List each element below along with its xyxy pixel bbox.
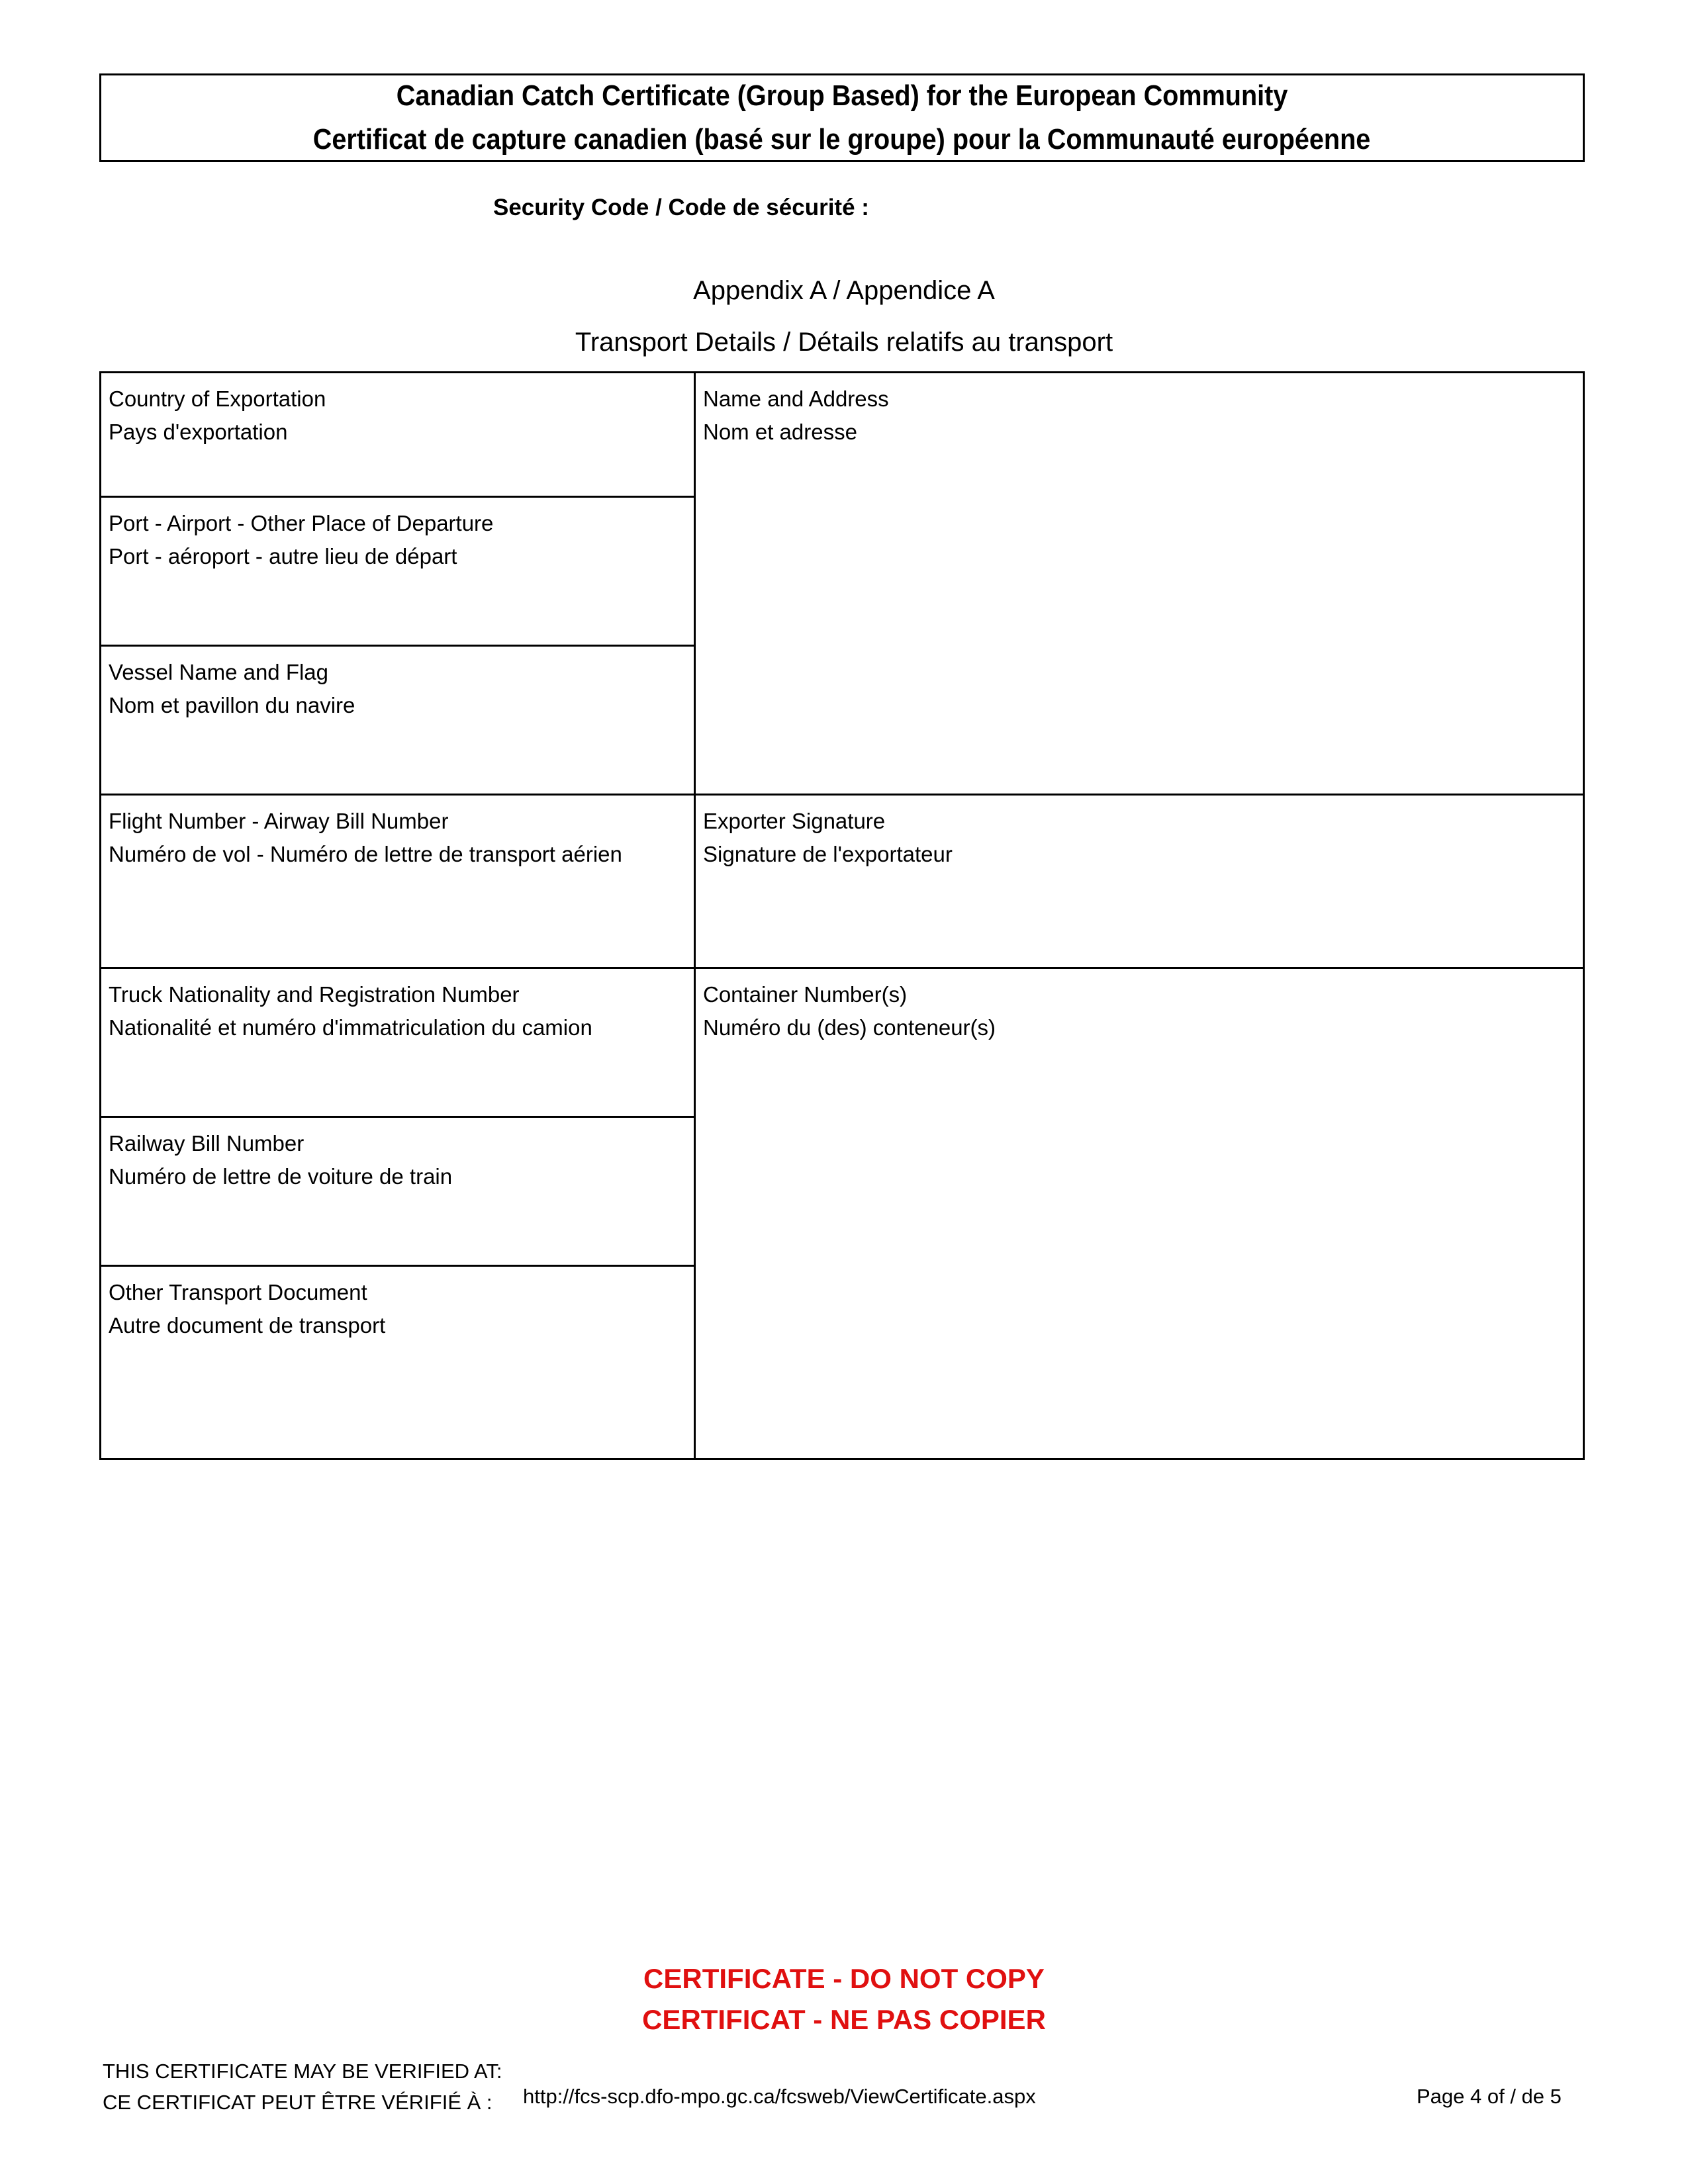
other-transport-document-field[interactable]	[101, 1267, 694, 1458]
country-of-exportation-label-fr: Pays d'exportation	[109, 420, 288, 444]
title-english: Canadian Catch Certificate (Group Based) for the European Community	[396, 79, 1288, 112]
page-number: Page 4 of / de 5	[1417, 2085, 1562, 2108]
port-of-departure-label-fr: Port - aéroport - autre lieu de départ	[109, 544, 457, 569]
container-numbers-label-fr: Numéro du (des) conteneur(s)	[703, 1015, 996, 1040]
railway-bill-field[interactable]	[101, 1118, 694, 1265]
truck-registration-label-fr: Nationalité et numéro d'immatriculation du camion	[109, 1015, 592, 1040]
country-of-exportation-label-en: Country of Exportation	[109, 387, 326, 411]
do-not-copy-notice-en: CERTIFICATE - DO NOT COPY	[643, 1963, 1045, 1994]
title-french: Certificat de capture canadien (basé sur le groupe) pour la Communauté européenne	[313, 123, 1371, 156]
flight-number-field[interactable]	[101, 796, 694, 967]
transport-details-table	[99, 371, 1585, 1460]
security-code-label: Security Code / Code de sécurité :	[493, 195, 869, 220]
flight-number-label-en: Flight Number - Airway Bill Number	[109, 809, 449, 833]
port-of-departure-field[interactable]	[101, 498, 694, 645]
container-numbers-field[interactable]	[696, 969, 1583, 1458]
name-address-field[interactable]	[696, 373, 1583, 794]
verify-notice-en: THIS CERTIFICATE MAY BE VERIFIED AT:	[103, 2060, 502, 2083]
vessel-name-flag-label-fr: Nom et pavillon du navire	[109, 693, 355, 717]
name-address-label-en: Name and Address	[703, 387, 889, 411]
country-of-exportation-field[interactable]	[101, 373, 694, 496]
railway-bill-label-en: Railway Bill Number	[109, 1131, 305, 1156]
vessel-name-flag-label-en: Vessel Name and Flag	[109, 660, 329, 684]
exporter-signature-field[interactable]	[696, 796, 1583, 967]
do-not-copy-notice-fr: CERTIFICAT - NE PAS COPIER	[642, 2004, 1046, 2035]
verification-url-link[interactable]: http://fcs-scp.dfo-mpo.gc.ca/fcsweb/ViewCertificate.aspx	[523, 2085, 1036, 2108]
flight-number-label-fr: Numéro de vol - Numéro de lettre de transport aérien	[109, 842, 622, 866]
appendix-subtitle: Transport Details / Détails relatifs au transport	[575, 328, 1113, 357]
truck-registration-label-en: Truck Nationality and Registration Number	[109, 982, 520, 1007]
exporter-signature-label-en: Exporter Signature	[703, 809, 886, 833]
port-of-departure-label-en: Port - Airport - Other Place of Departure	[109, 511, 494, 535]
vessel-name-flag-field[interactable]	[101, 647, 694, 794]
railway-bill-label-fr: Numéro de lettre de voiture de train	[109, 1164, 453, 1189]
appendix-title: Appendix A / Appendice A	[693, 276, 995, 305]
container-numbers-label-en: Container Number(s)	[703, 982, 908, 1007]
other-transport-document-label-en: Other Transport Document	[109, 1280, 367, 1304]
truck-registration-field[interactable]	[101, 969, 694, 1116]
other-transport-document-label-fr: Autre document de transport	[109, 1313, 386, 1338]
certificate-title-box	[99, 73, 1585, 162]
exporter-signature-label-fr: Signature de l'exportateur	[703, 842, 953, 866]
verify-notice-fr: CE CERTIFICAT PEUT ÊTRE VÉRIFIÉ À :	[103, 2091, 492, 2114]
name-address-label-fr: Nom et adresse	[703, 420, 857, 444]
